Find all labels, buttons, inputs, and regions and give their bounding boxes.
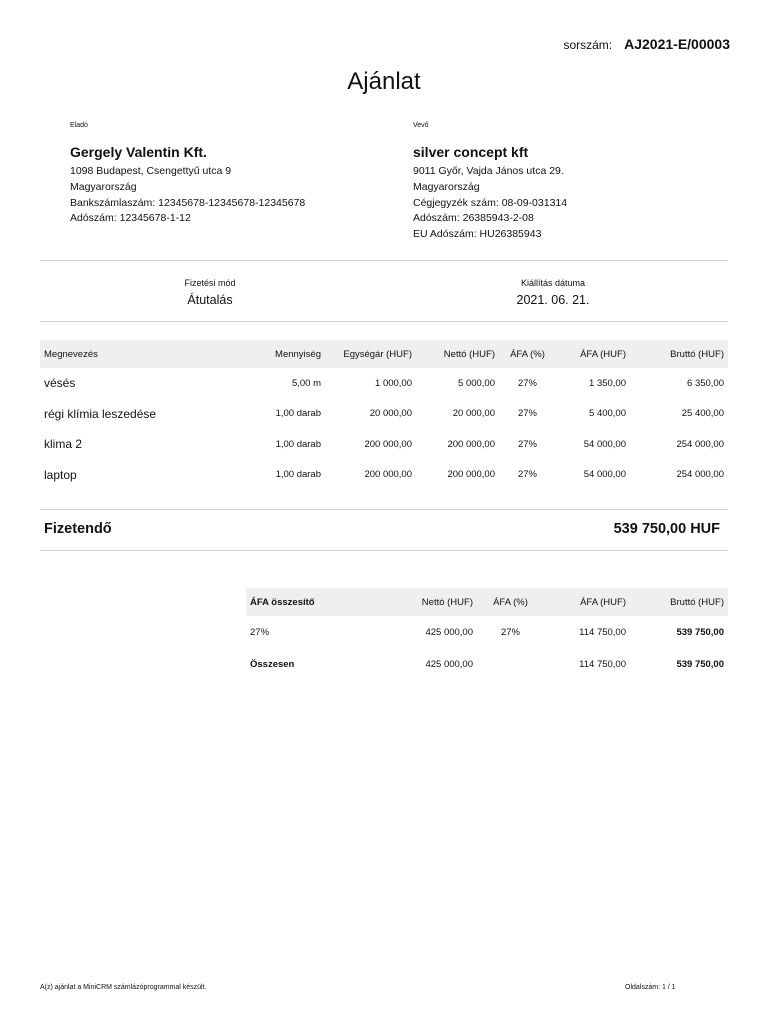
vat-rate (477, 648, 544, 680)
item-gross: 25 400,00 (681, 408, 724, 420)
vat-amount: 114 750,00 (579, 626, 626, 638)
items-header-row (40, 340, 728, 368)
item-net: 5 000,00 (458, 377, 495, 389)
item-vat-rate: 27% (517, 408, 537, 420)
item-unit-price: 200 000,00 (364, 438, 412, 450)
vat-net: 425 000,00 (425, 626, 473, 638)
table-row (246, 616, 728, 648)
column-header: ÁFA összesítő (250, 596, 315, 608)
table-row (40, 399, 728, 430)
vat-gross: 539 750,00 (676, 658, 724, 670)
item-quantity: 1,00 darab (275, 408, 321, 420)
vat-total-label: Összesen (250, 658, 295, 670)
column-header: ÁFA (HUF) (580, 596, 626, 608)
column-header: Bruttó (HUF) (670, 348, 724, 360)
divider (40, 550, 728, 551)
issue-date-value: 2021. 06. 21. (516, 293, 590, 307)
column-header: ÁFA (%) (510, 348, 545, 360)
divider (40, 260, 728, 261)
table-row (40, 429, 728, 460)
column-header: Megnevezés (44, 348, 98, 360)
item-vat-amount: 5 400,00 (589, 408, 626, 420)
item-gross: 6 350,00 (687, 377, 724, 389)
payment-method-label: Fizetési mód (184, 278, 236, 288)
table-row (40, 368, 728, 399)
issue-date (453, 278, 653, 307)
buyer-name: silver concept kft (413, 144, 529, 160)
total-label: Fizetendő (44, 521, 112, 537)
vat-rate-group: 27% (250, 626, 270, 638)
serial-number (563, 36, 730, 52)
seller-bank-account: Bankszámlaszám: 12345678-12345678-12345678 (70, 196, 306, 209)
buyer-country: Magyarország (413, 180, 480, 193)
item-unit-price: 20 000,00 (369, 408, 412, 420)
item-vat-rate: 27% (517, 377, 537, 389)
divider (40, 321, 728, 322)
divider (40, 509, 728, 510)
item-quantity: 1,00 darab (275, 469, 321, 481)
item-name: klima 2 (44, 437, 83, 452)
buyer-registry-number: Cégjegyzék szám: 08-09-031314 (413, 196, 568, 209)
total-value: 539 750,00 HUF (613, 521, 720, 537)
vat-header-row (246, 588, 728, 616)
item-vat-amount: 54 000,00 (583, 469, 626, 481)
footer-note: A(z) ajánlat a MiniCRM számlázóprogrammal készült. (40, 984, 207, 991)
vat-summary-table (246, 588, 728, 680)
vat-net: 425 000,00 (425, 658, 473, 670)
item-unit-price: 200 000,00 (364, 469, 412, 481)
item-vat-rate: 27% (517, 469, 537, 481)
seller-block (70, 122, 390, 227)
item-name: vésés (44, 376, 76, 391)
buyer-eu-tax-number: EU Adószám: HU26385943 (413, 228, 542, 241)
item-vat-amount: 1 350,00 (589, 377, 626, 389)
vat-amount: 114 750,00 (579, 658, 626, 670)
item-quantity: 1,00 darab (275, 438, 321, 450)
buyer-block (413, 122, 733, 243)
seller-role: Eladó (70, 122, 88, 129)
items-table (40, 340, 728, 490)
column-header: ÁFA (HUF) (580, 348, 626, 360)
table-row (40, 460, 728, 491)
column-header: Nettó (HUF) (421, 596, 473, 608)
table-row (246, 648, 728, 680)
seller-tax-number: Adószám: 12345678-1-12 (70, 212, 191, 225)
vat-rate: 27% (500, 626, 520, 638)
page-number: Oldalszám: 1 / 1 (625, 984, 676, 991)
seller-address: 1098 Budapest, Csengettyű utca 9 (70, 165, 232, 177)
item-quantity: 5,00 m (291, 377, 321, 389)
column-header: Mennyiség (275, 348, 321, 360)
item-vat-rate: 27% (517, 438, 537, 450)
item-unit-price: 1 000,00 (375, 377, 412, 389)
issue-date-label: Kiállítás dátuma (520, 278, 586, 288)
item-gross: 254 000,00 (676, 438, 724, 450)
payment-method-value: Átutalás (187, 293, 233, 307)
item-gross: 254 000,00 (676, 469, 724, 481)
serial-label: sorszám: (563, 38, 613, 52)
payment-method (110, 278, 310, 307)
item-vat-amount: 54 000,00 (583, 438, 626, 450)
column-header: Egységár (HUF) (343, 348, 412, 360)
buyer-tax-number: Adószám: 26385943-2-08 (413, 212, 534, 225)
item-net: 200 000,00 (447, 438, 495, 450)
seller-country: Magyarország (70, 180, 137, 193)
seller-name: Gergely Valentin Kft. (70, 144, 207, 160)
item-net: 200 000,00 (447, 469, 495, 481)
document-title: Ajánlat (347, 68, 421, 95)
item-name: régi klímia leszedése (44, 406, 157, 421)
buyer-address: 9011 Győr, Vajda János utca 29. (413, 165, 564, 177)
column-header: ÁFA (%) (493, 596, 528, 608)
column-header: Bruttó (HUF) (670, 596, 724, 608)
serial-value: AJ2021-E/00003 (624, 36, 730, 52)
vat-gross: 539 750,00 (676, 626, 724, 638)
item-name: laptop (44, 467, 77, 482)
buyer-role: Vevő (413, 122, 429, 129)
item-net: 20 000,00 (452, 408, 495, 420)
column-header: Nettó (HUF) (443, 348, 495, 360)
